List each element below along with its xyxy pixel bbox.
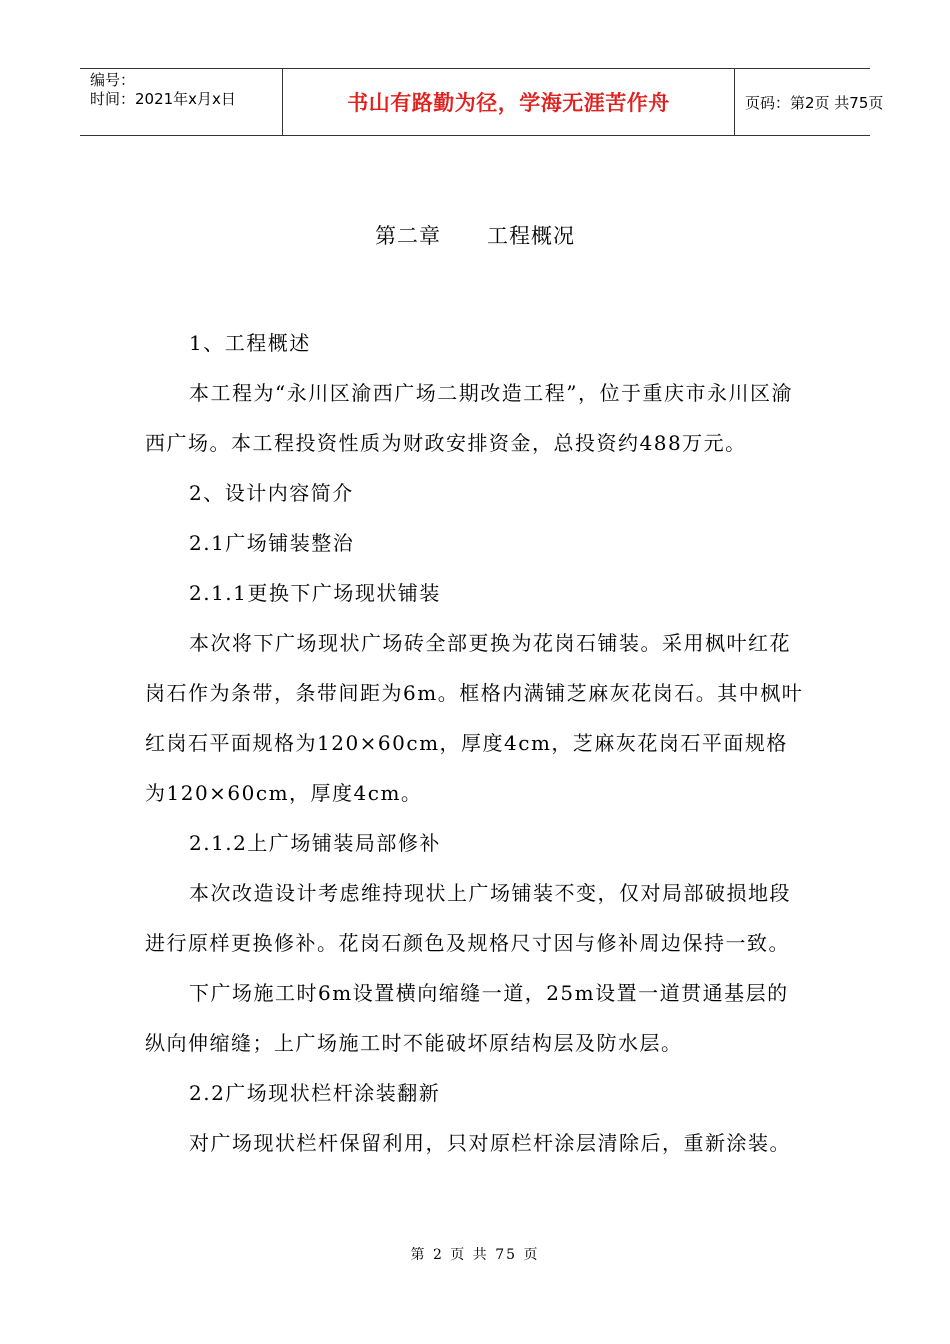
header-motto: 书山有路勤为径，学海无涯苦作舟 [347,91,670,115]
paragraph: 本次改造设计考虑维持现状上广场铺装不变，仅对局部破损地段进行原样更换修补。花岗石颜色及规格尺寸因与修补周边保持一致。 [145,881,791,955]
paragraph: 本次将下广场现状广场砖全部更换为花岗石铺装。采用枫叶红花岗石作为条带，条带间距为6m。框格内满铺芝麻灰花岗石。其中枫叶红岗石平面规格为120×60cm，厚度4cm，芝麻灰花岗石平面规格为120×60cm，厚度4cm。 [145,631,804,805]
chapter-title: 第二章 工程概况 [374,224,576,248]
header-motto-cell [283,69,735,135]
document-number: 编号： [90,71,136,89]
page-footer: 第 2 页 共 75 页 [410,1247,540,1263]
header-page-info: 页码：第2页 共75页 [745,93,884,112]
section-heading: 2.2广场现状栏杆涂装翻新 [189,1081,441,1105]
section-heading: 2.1.1更换下广场现状铺装 [189,581,441,605]
header-meta [80,69,283,135]
paragraph: 对广场现状栏杆保留利用，只对原栏杆涂层清除后，重新涂装。 [189,1131,791,1155]
section-heading: 2.1.2上广场铺装局部修补 [189,831,441,855]
section-heading: 2.1广场铺装整治 [189,531,355,555]
section-heading: 1、工程概述 [189,331,311,355]
section-heading: 2、设计内容简介 [189,481,354,505]
paragraph: 本工程为“永川区渝西广场二期改造工程”，位于重庆市永川区渝西广场。本工程投资性质为财政安排资金，总投资约488万元。 [145,381,793,455]
document-body [145,318,807,1168]
page-header [80,68,884,136]
document-date: 时间：2021年x月x日 [90,90,236,108]
paragraph: 下广场施工时6m设置横向缩缝一道，25m设置一道贯通基层的纵向伸缩缝；上广场施工时不能破坏原结构层及防水层。 [145,981,789,1055]
